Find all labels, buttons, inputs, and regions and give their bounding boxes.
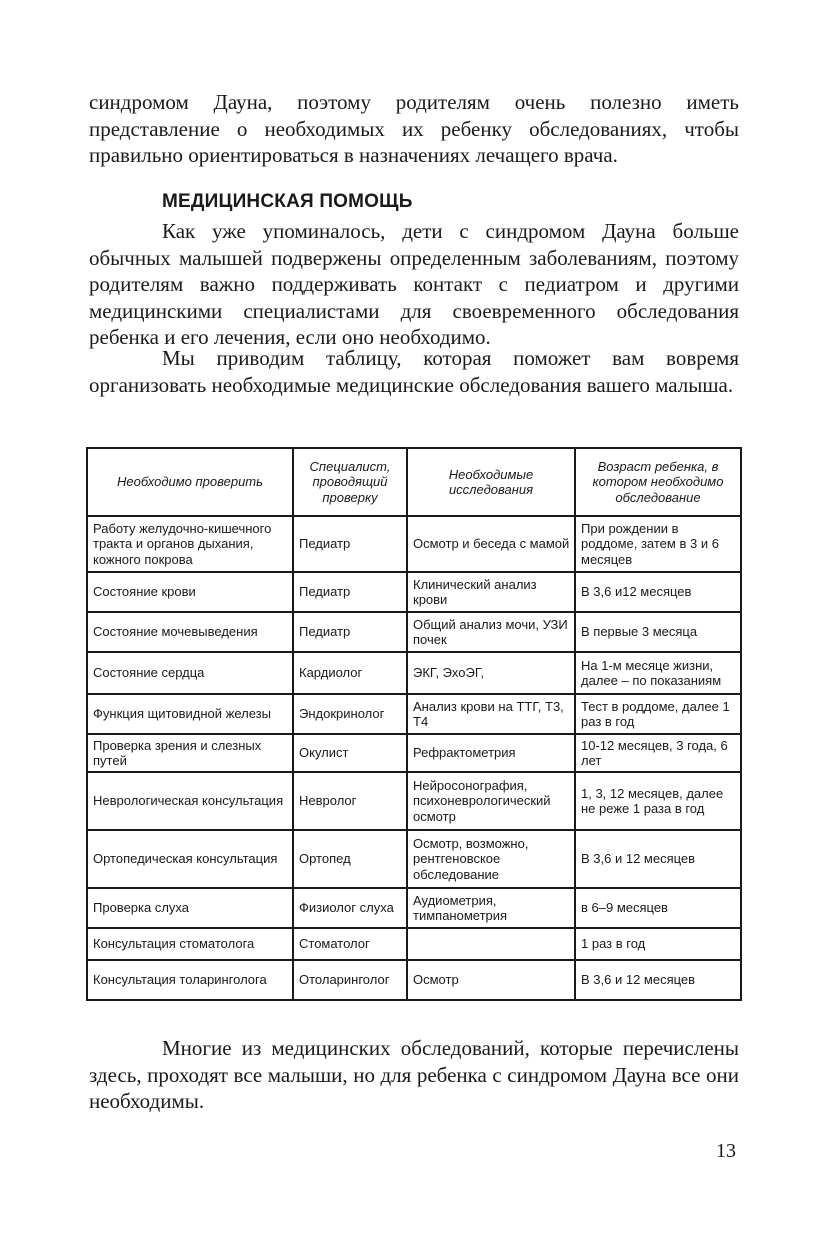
- cell-age: в 6–9 месяцев: [575, 888, 741, 928]
- cell-age: В первые 3 месяца: [575, 612, 741, 652]
- header-age: Возраст ребенка, в котором необходимо обследование: [575, 448, 741, 516]
- table-row: [87, 928, 741, 960]
- cell-check: Состояние сердца: [87, 652, 293, 694]
- table-row: [87, 888, 741, 928]
- cell-check: Проверка зрения и слезных путей: [87, 734, 293, 772]
- cell-age: 1 раз в год: [575, 928, 741, 960]
- table-row: [87, 612, 741, 652]
- table-row: [87, 772, 741, 830]
- cell-tests: [407, 928, 575, 960]
- table-row: [87, 652, 741, 694]
- cell-specialist: Стоматолог: [293, 928, 407, 960]
- cell-check: Состояние крови: [87, 572, 293, 612]
- table-row: [87, 830, 741, 888]
- cell-tests: Осмотр: [407, 960, 575, 1000]
- cell-specialist: Отоларинголог: [293, 960, 407, 1000]
- cell-specialist: Педиатр: [293, 516, 407, 572]
- table-row: [87, 572, 741, 612]
- cell-tests: Рефрактометрия: [407, 734, 575, 772]
- cell-check: Консультация толаринголога: [87, 960, 293, 1000]
- cell-tests: Нейросонография, психоневрологический осмотр: [407, 772, 575, 830]
- cell-tests: Осмотр, возможно, рентгеновское обследование: [407, 830, 575, 888]
- cell-check: Проверка слуха: [87, 888, 293, 928]
- table-header-row: [87, 448, 741, 516]
- cell-age: Тест в роддоме, далее 1 раз в год: [575, 694, 741, 734]
- cell-check: Состояние мочевыведения: [87, 612, 293, 652]
- paragraph-medical-help: Как уже упоминалось, дети с синдромом Дауна больше обычных малышей подвержены определенным заболеваниям, поэтому родителям важно поддерживать контакт с педиатром и другими медицинскими специалистами для своевременного обследования ребенка и его лечения, если оно необходимо.: [89, 219, 739, 349]
- cell-age: При рождении в роддоме, затем в 3 и 6 месяцев: [575, 516, 741, 572]
- cell-check: Неврологическая консультация: [87, 772, 293, 830]
- cell-check: Работу желудочно-кишечного тракта и органов дыхания, кожного покрова: [87, 516, 293, 572]
- header-specialist: Специалист, проводящий проверку: [293, 448, 407, 516]
- intro-paragraph: синдромом Дауна, поэтому родителям очень полезно иметь представление о необходимых их ребенку обследованиях, чтобы правильно ориентироваться в назначениях лечащего врача.: [89, 90, 739, 167]
- header-tests: Необходимые исследования: [407, 448, 575, 516]
- page-number: 13: [716, 1140, 736, 1162]
- cell-specialist: Педиатр: [293, 572, 407, 612]
- section-heading: МЕДИЦИНСКАЯ ПОМОЩЬ: [162, 191, 413, 212]
- header-check: Необходимо проверить: [87, 448, 293, 516]
- cell-tests: Анализ крови на ТТГ, Т3, Т4: [407, 694, 575, 734]
- cell-tests: Осмотр и беседа с мамой: [407, 516, 575, 572]
- paragraph-table-intro: Мы приводим таблицу, которая поможет вам вовремя организовать необходимые медицинские обследования вашего малыша.: [89, 346, 739, 397]
- cell-specialist: Кардиолог: [293, 652, 407, 694]
- cell-age: 1, 3, 12 месяцев, далее не реже 1 раза в год: [575, 772, 741, 830]
- cell-age: На 1-м месяце жизни, далее – по показаниям: [575, 652, 741, 694]
- cell-specialist: Невролог: [293, 772, 407, 830]
- cell-tests: Общий анализ мочи, УЗИ почек: [407, 612, 575, 652]
- cell-check: Ортопедическая консультация: [87, 830, 293, 888]
- cell-age: В 3,6 и 12 месяцев: [575, 960, 741, 1000]
- table-row: [87, 734, 741, 772]
- cell-specialist: Педиатр: [293, 612, 407, 652]
- cell-specialist: Эндокринолог: [293, 694, 407, 734]
- cell-tests: Аудиометрия, тимпанометрия: [407, 888, 575, 928]
- table-row: [87, 694, 741, 734]
- cell-specialist: Физиолог слуха: [293, 888, 407, 928]
- table-row: [87, 960, 741, 1000]
- cell-tests: ЭКГ, ЭхоЭГ,: [407, 652, 575, 694]
- cell-age: 10-12 месяцев, 3 года, 6 лет: [575, 734, 741, 772]
- cell-check: Функция щитовидной железы: [87, 694, 293, 734]
- table-row: [87, 516, 741, 572]
- cell-specialist: Окулист: [293, 734, 407, 772]
- cell-specialist: Ортопед: [293, 830, 407, 888]
- medical-checkup-table: [86, 447, 742, 1001]
- cell-check: Консультация стоматолога: [87, 928, 293, 960]
- cell-age: В 3,6 и 12 месяцев: [575, 830, 741, 888]
- closing-paragraph: Многие из медицинских обследований, которые перечислены здесь, проходят все малыши, но для ребенка с синдромом Дауна все они необходимы.: [89, 1036, 739, 1113]
- cell-age: В 3,6 и12 месяцев: [575, 572, 741, 612]
- cell-tests: Клинический анализ крови: [407, 572, 575, 612]
